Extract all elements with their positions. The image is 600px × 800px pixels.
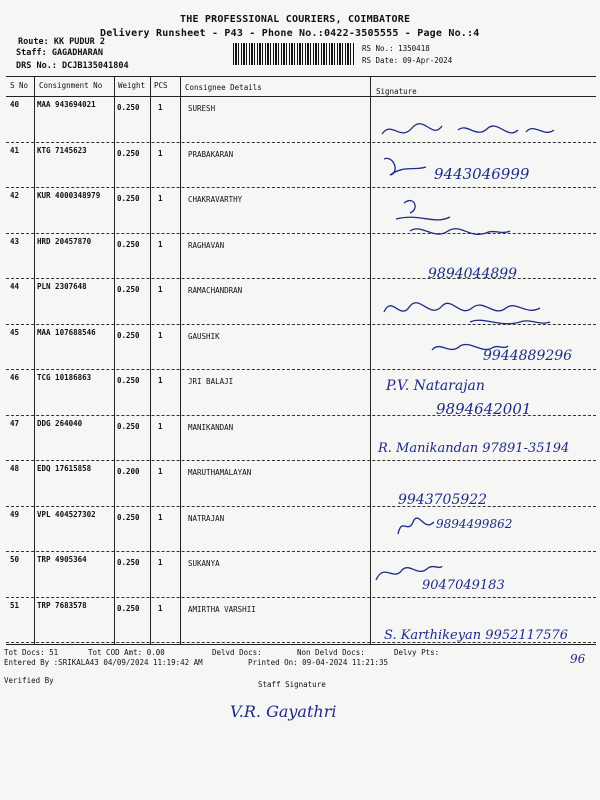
row-consignee: RAMACHANDRAN xyxy=(188,286,243,295)
row-sno: 42 xyxy=(10,191,20,200)
row-pcs: 1 xyxy=(158,603,163,613)
col-header-signature: Signature xyxy=(376,87,417,96)
row-pcs: 1 xyxy=(158,467,163,476)
row-consignment-no: EDQ 17615858 xyxy=(37,464,92,473)
handwritten-name-47: R. Manikandan 97891-35194 xyxy=(378,441,570,456)
row-weight: 0.250 xyxy=(117,512,140,522)
row-weight: 0.250 xyxy=(117,603,140,613)
row-weight: 0.250 xyxy=(117,239,140,249)
delivered-docs: Delvd Docs: xyxy=(212,648,262,657)
row-consignee: MANIKANDAN xyxy=(188,422,234,432)
staff-signature-label: Staff Signature xyxy=(258,680,326,689)
col-header-weight: Weight xyxy=(118,81,146,90)
row-sno: 40 xyxy=(10,100,20,109)
row-pcs: 1 xyxy=(158,148,163,158)
row-divider xyxy=(6,551,596,552)
row-pcs: 1 xyxy=(158,512,163,522)
handwritten-phone-49: 9894499862 xyxy=(436,517,513,531)
row-consignment-no: VPL 404527302 xyxy=(37,509,96,519)
row-weight: 0.250 xyxy=(117,194,140,203)
row-consignment-no: PLN 2307648 xyxy=(37,282,87,291)
handwritten-phone-48: 9943705922 xyxy=(398,492,488,508)
row-weight: 0.250 xyxy=(117,285,140,294)
row-consignment-no: HRD 20457870 xyxy=(37,236,92,246)
total-docs: Tot Docs: 51 xyxy=(4,648,59,657)
company-title: THE PROFESSIONAL COURIERS, COIMBATORE xyxy=(180,14,411,25)
col-header-sno: S No xyxy=(10,81,29,90)
row-pcs: 1 xyxy=(158,330,163,340)
signature-44 xyxy=(380,292,560,336)
signature-41 xyxy=(380,155,430,180)
row-sno: 50 xyxy=(10,555,20,564)
row-weight: 0.250 xyxy=(117,148,140,158)
staff-label: Staff: GAGADHARAN xyxy=(16,48,103,58)
row-consignee: JRI BALAJI xyxy=(188,377,234,386)
row-consignee: SURESH xyxy=(188,104,216,113)
row-weight: 0.200 xyxy=(117,467,140,476)
row-divider xyxy=(6,597,596,598)
row-consignee: MARUTHAMALAYAN xyxy=(188,468,252,477)
row-consignee: GAUSHIK xyxy=(188,331,220,341)
footer-border xyxy=(6,644,596,645)
row-weight: 0.250 xyxy=(117,421,140,431)
handwritten-phone-43: 9894044899 xyxy=(428,266,518,282)
staff-signature-hand: V.R. Gayathri xyxy=(230,702,337,721)
non-delivered-docs: Non Delvd Docs: xyxy=(297,648,365,657)
handwritten-name-46: P.V. Natarajan xyxy=(386,378,485,394)
delivery-points: Delvy Pts: xyxy=(394,648,440,657)
row-sno: 41 xyxy=(10,145,20,155)
printed-on: Printed On: 09-04-2024 11:21:35 xyxy=(248,658,388,667)
row-divider xyxy=(6,506,596,507)
row-consignee: NATRAJAN xyxy=(188,513,225,523)
handwritten-phone-41: 9443046999 xyxy=(434,165,530,183)
rs-date: RS Date: 09-Apr-2024 xyxy=(362,56,453,65)
row-weight: 0.250 xyxy=(117,376,140,385)
col-divider xyxy=(370,76,371,644)
row-consignee: SUKANYA xyxy=(188,559,220,568)
row-consignment-no: KTG 7145623 xyxy=(37,145,87,155)
row-consignment-no: TCG 10186863 xyxy=(37,373,92,382)
row-sno: 48 xyxy=(10,464,20,473)
row-pcs: 1 xyxy=(158,421,163,431)
row-consignee: CHAKRAVARTHY xyxy=(188,195,243,204)
row-divider xyxy=(6,187,596,188)
row-consignment-no: MAA 107688546 xyxy=(37,327,96,337)
signature-42 xyxy=(390,195,520,254)
handwritten-phone-45: 9944889296 xyxy=(483,348,573,364)
drs-label: DRS No.: DCJB135041804 xyxy=(16,61,129,71)
col-divider xyxy=(114,76,115,644)
col-divider xyxy=(180,76,181,644)
table-header-border xyxy=(6,96,596,97)
runsheet-title: Delivery Runsheet - P43 - Phone No.:0422-3505555 - Page No.:4 xyxy=(100,28,480,39)
table-top-border xyxy=(6,76,596,77)
rs-number: RS No.: 1350418 xyxy=(362,44,430,53)
row-pcs: 1 xyxy=(158,194,163,203)
route-label: Route: KK PUDUR 2 xyxy=(18,37,105,47)
signature-40 xyxy=(378,118,558,148)
row-pcs: 1 xyxy=(158,376,163,385)
row-sno: 47 xyxy=(10,418,20,428)
row-sno: 43 xyxy=(10,236,20,246)
row-pcs: 1 xyxy=(158,103,163,112)
verified-by: Verified By xyxy=(4,676,54,685)
row-weight: 0.250 xyxy=(117,330,140,340)
row-consignment-no: TRP 7683578 xyxy=(37,600,87,610)
col-divider xyxy=(150,76,151,644)
handwritten-note: 96 xyxy=(570,652,586,666)
row-consignment-no: MAA 943694021 xyxy=(37,100,96,109)
row-pcs: 1 xyxy=(158,558,163,567)
col-divider xyxy=(34,76,35,644)
row-consignee: RAGHAVAN xyxy=(188,240,225,250)
row-sno: 49 xyxy=(10,509,20,519)
row-sno: 51 xyxy=(10,600,20,610)
row-sno: 44 xyxy=(10,282,20,291)
row-sno: 45 xyxy=(10,327,20,337)
col-header-pcs: PCS xyxy=(154,81,168,90)
handwritten-name-51: S. Karthikeyan 9952117576 xyxy=(384,628,569,643)
row-consignment-no: KUR 4000348979 xyxy=(37,191,101,200)
handwritten-phone-46: 9894642001 xyxy=(436,400,532,418)
barcode xyxy=(233,43,355,65)
row-divider xyxy=(6,460,596,461)
row-divider xyxy=(6,369,596,370)
entered-by: Entered By :SRIKALA43 04/09/2024 11:19:42 AM xyxy=(4,658,203,667)
col-header-consignment: Consignment No xyxy=(39,81,103,90)
signature-49 xyxy=(394,512,438,542)
row-sno: 46 xyxy=(10,373,20,382)
row-pcs: 1 xyxy=(158,285,163,294)
row-pcs: 1 xyxy=(158,239,163,249)
row-consignee: PRABAKARAN xyxy=(188,149,234,159)
handwritten-phone-50: 9047049183 xyxy=(422,578,505,593)
row-consignee: AMIRTHA VARSHII xyxy=(188,604,256,614)
row-consignment-no: DDG 264040 xyxy=(37,418,83,428)
col-header-consignee: Consignee Details xyxy=(185,83,262,92)
total-cod: Tot COD Amt: 0.00 xyxy=(88,648,165,657)
row-weight: 0.250 xyxy=(117,103,140,112)
row-weight: 0.250 xyxy=(117,558,140,567)
row-consignment-no: TRP 4905364 xyxy=(37,555,87,564)
